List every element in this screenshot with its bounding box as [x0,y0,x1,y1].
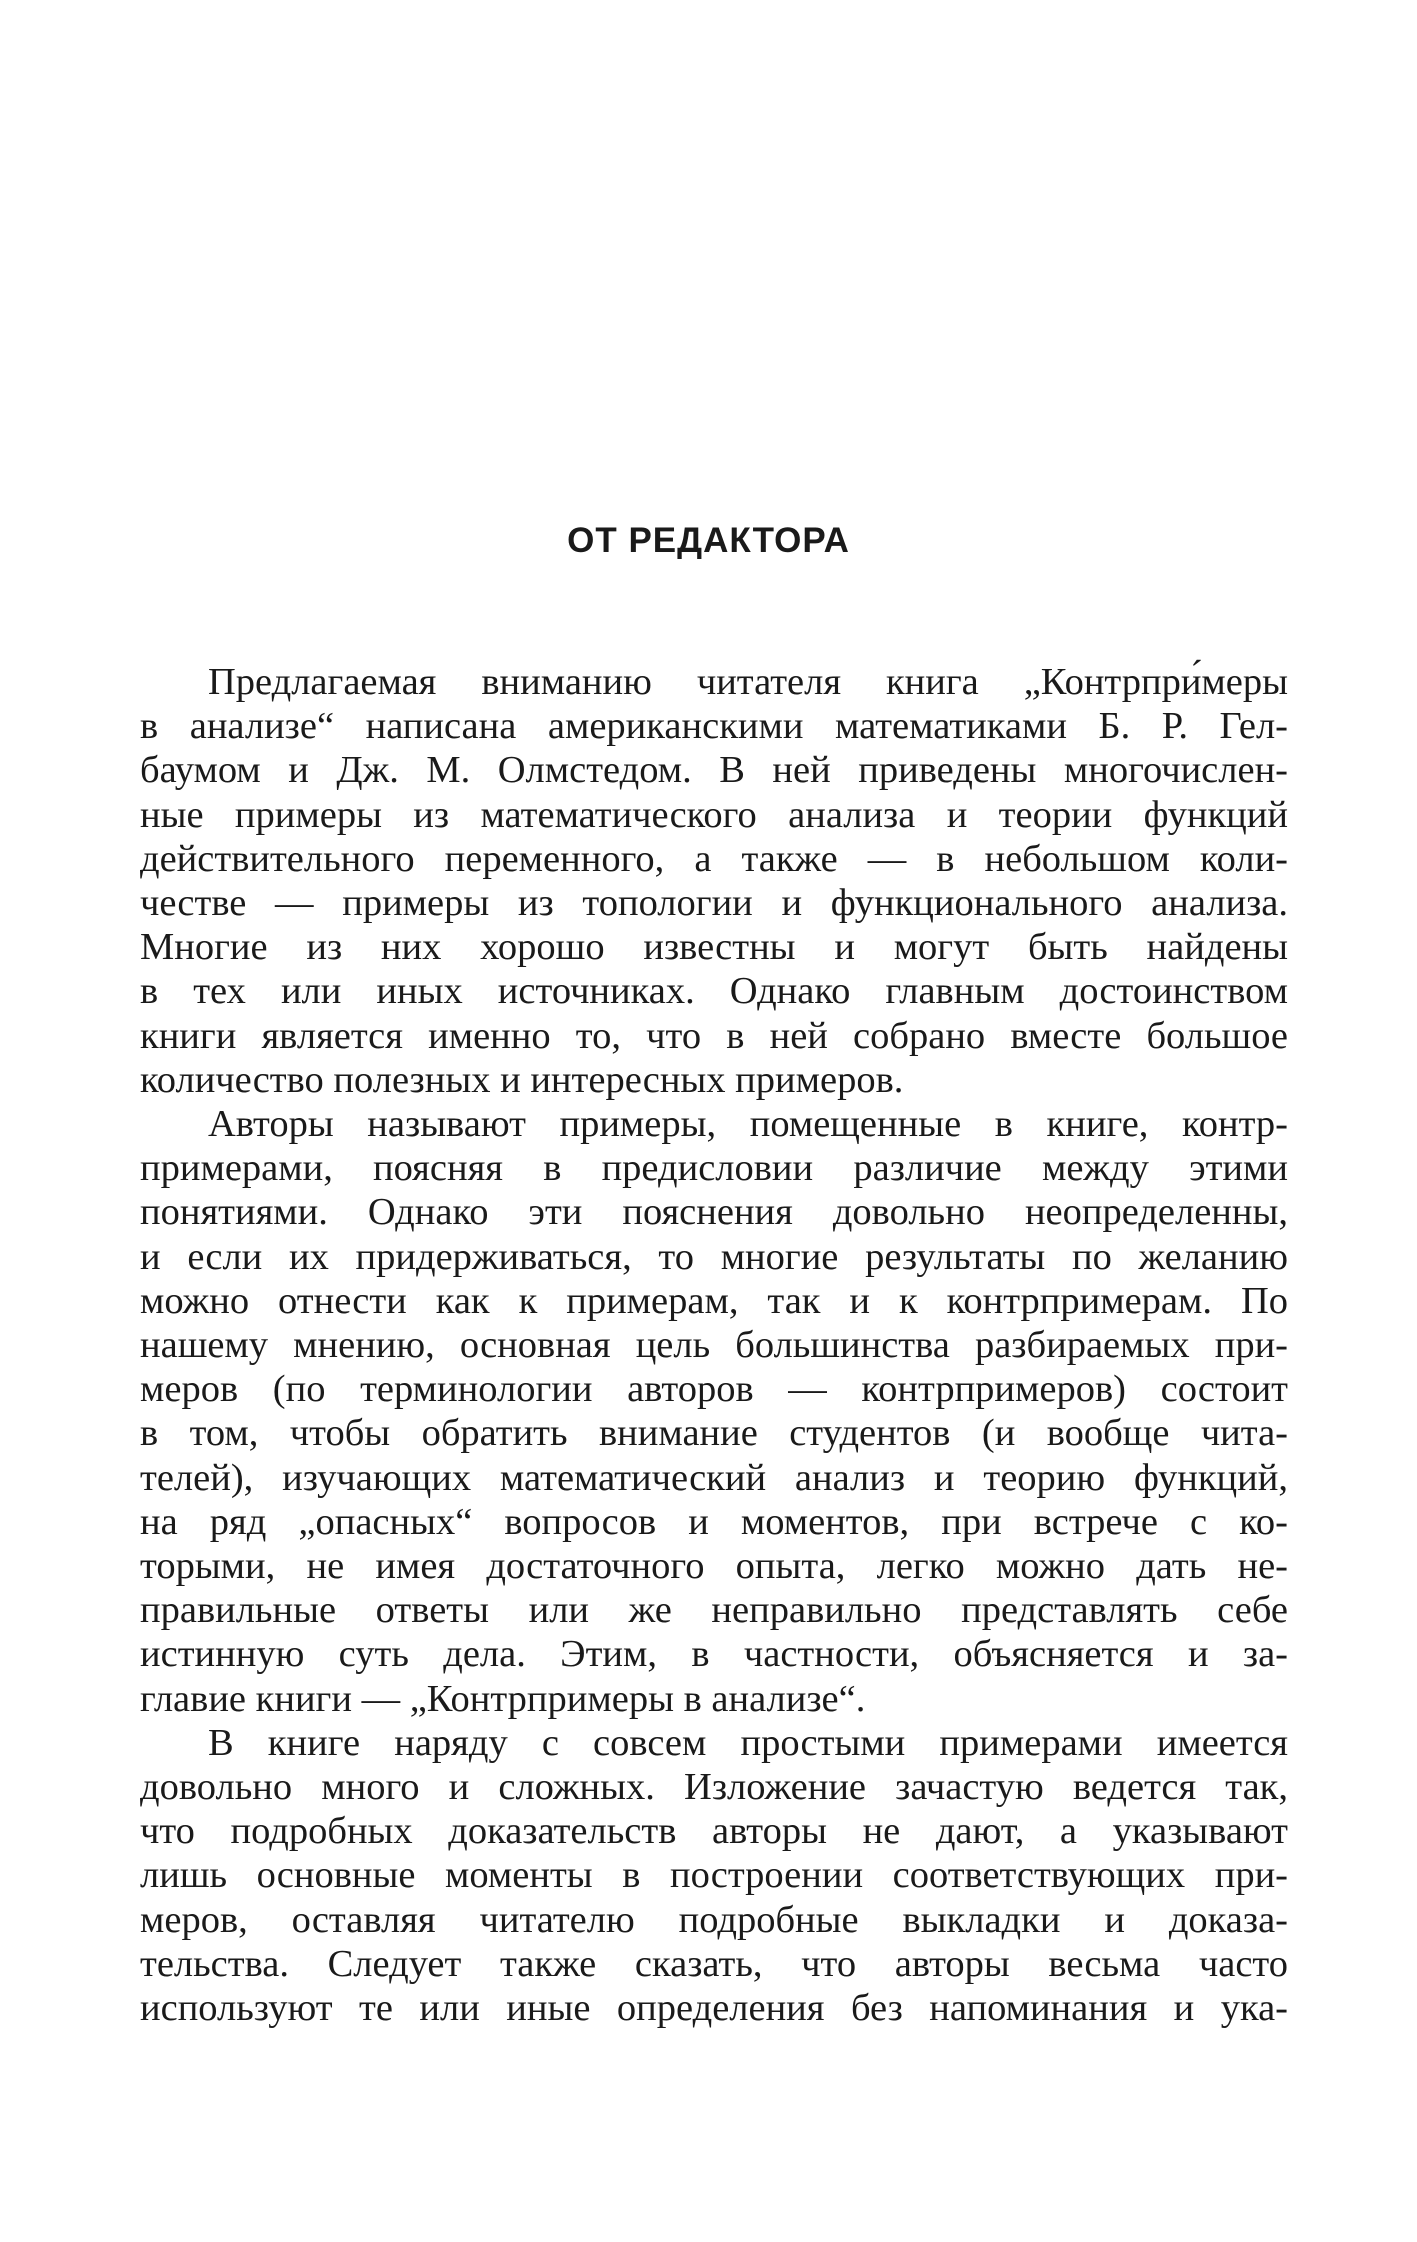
paragraph [140,1721,1288,2030]
body-text [140,660,1288,2030]
text-line: и если их придерживаться, то многие результаты по желанию [140,1235,1288,1278]
paragraph [140,660,1288,1102]
paragraph [140,1102,1288,1721]
text-line: используют те или иные определения без напоминания и ука- [140,1987,1288,2030]
text-line: на ряд „опасных“ вопросов и моментов, при встрече с ко- [140,1500,1288,1543]
text-line: в том, чтобы обратить внимание студентов (и вообще чита- [140,1412,1288,1455]
text-line: нашему мнению, основная цель большинства разбираемых при- [140,1324,1288,1367]
text-line: понятиями. Однако эти пояснения довольно неопределенны, [140,1191,1288,1234]
text-line: тельства. Следует также сказать, что авторы весьма часто [140,1942,1288,1985]
text-line: баумом и Дж. М. Олмстедом. В ней приведены многочислен- [140,749,1288,792]
text-line: книги является именно то, что в ней собрано вместе большое [140,1014,1288,1057]
text-line: истинную суть дела. Этим, в частности, объясняется и за- [140,1633,1288,1676]
text-line: меров, оставляя читателю подробные выкладки и доказа- [140,1898,1288,1941]
text-line: торыми, не имея достаточного опыта, легко можно дать не- [140,1545,1288,1588]
text-line: телей), изучающих математический анализ и теорию функций, [140,1456,1288,1499]
text-line: меров (по терминологии авторов — контрпримеров) состоит [140,1368,1288,1411]
text-line: В книге наряду с совсем простыми примерами имеется [208,1721,1288,1764]
text-line: в тех или иных источниках. Однако главным достоинством [140,970,1288,1013]
text-line: главие книги — „Контрпримеры в анализе“. [140,1677,866,1720]
text-line: правильные ответы или же неправильно представлять себе [140,1589,1288,1632]
page-title: ОТ РЕДАКТОРА [567,521,850,560]
text-line: честве — примеры из топологии и функционального анализа. [140,882,1288,925]
text-line: Многие из них хорошо известны и могут быть найдены [140,926,1288,969]
text-line: количество полезных и интересных примеров. [140,1058,904,1101]
text-line: ные примеры из математического анализа и теории функций [140,793,1288,836]
text-line: примерами, поясняя в предисловии различие между этими [140,1147,1288,1190]
text-line: что подробных доказательств авторы не дают, а указывают [140,1810,1288,1853]
text-line: Авторы называют примеры, помещенные в книге, контр- [208,1103,1288,1146]
text-line: довольно много и сложных. Изложение зачастую ведется так, [140,1766,1288,1809]
text-line: действительного переменного, а также — в небольшом коли- [140,837,1288,880]
text-line: можно отнести как к примерам, так и к контрпримерам. По [140,1279,1288,1322]
text-line: лишь основные моменты в построении соответствующих при- [140,1854,1288,1897]
text-line: Предлагаемая вниманию читателя книга „Контрпри́меры [208,661,1288,703]
text-line: в анализе“ написана американскими математиками Б. Р. Гел- [140,705,1288,748]
